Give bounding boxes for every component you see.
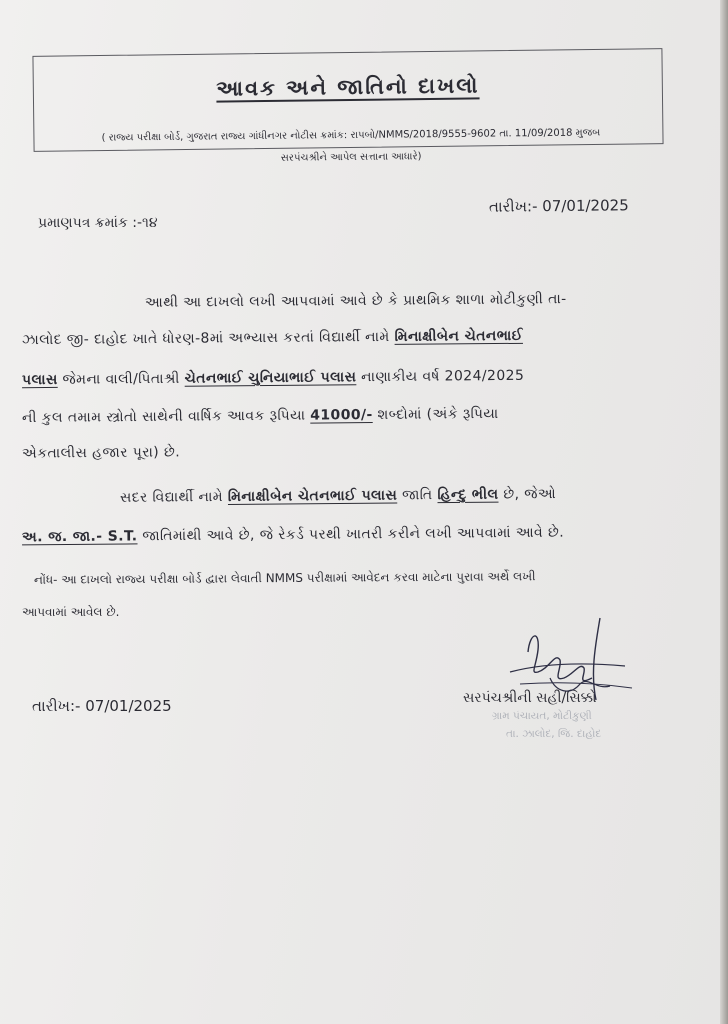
- note-line1: નોંધ- આ દાખલો રાજ્ય પરીક્ષા બોર્ડ દ્વારા લેવાતી NMMS પરીક્ષામાં આવેદન કરવા માટેના પુરાવા અર્થે લખી: [33, 569, 536, 587]
- date-bottom: તારીખ:- 07/01/2025: [32, 697, 172, 715]
- para1-line5: એકતાલીસ હજાર પૂરા) છે.: [21, 444, 181, 462]
- date-top: તારીખ:- 07/01/2025: [488, 196, 629, 216]
- income-amount: 41000/-: [310, 407, 373, 424]
- authority-reference-line2: સરપંચશ્રીને આપેલ સત્તાના આધારે): [280, 151, 422, 164]
- category-value: અ. જ. જા.- S.T.: [21, 528, 138, 546]
- caste-value: હિન્દુ ભીલ: [437, 486, 499, 504]
- para2-line2-text: જાતિમાંથી આવે છે, જે રેકર્ડ પરથી ખાતરી કરીને લખી આપવામાં આવે છે.: [137, 524, 565, 545]
- authority-reference-line1: ( રાજ્ય પરીક્ષા બોર્ડ, ગુજરાત રાજ્ય ગાંધીનગર નોટીસ ક્રમાંક: રાપબો/NMMS/2018/9555-9602 તા. 11/09/2018 મુજબ: [101, 127, 601, 144]
- para1-line2-text: ઝાલોદ જી- દાહોદ ખાતે ધોરણ-8માં અભ્યાસ કરતાં વિદ્યાર્થી નામે: [21, 328, 395, 349]
- paper-edge: [720, 0, 728, 1024]
- document-title: આવક અને જાતિનો દાખલો: [216, 73, 480, 101]
- student-surname: પલાસ: [21, 371, 58, 389]
- para1-line4-post: શબ્દોમાં (અંકે રૂપિયા: [372, 405, 499, 424]
- student-full-name: મિનાક્ષીબેન ચેતનભાઈ પલાસ: [227, 487, 398, 505]
- signature: [500, 612, 640, 722]
- para2-line1-text: સદર વિદ્યાર્થી નામે: [119, 488, 228, 506]
- stamp-line1: ગ્રામ પંચાયત, મોટીકુણી: [492, 710, 592, 722]
- para1-line4-text: ની કુલ તમામ સ્ત્રોતો સાથેની વાર્ષિક આવક રૂપિયા: [21, 407, 311, 427]
- stamp-line2: તા. ઝાલોદ, જિ. દાહોદ: [506, 728, 602, 740]
- note-line2: આપવામાં આવેલ છે.: [22, 605, 120, 619]
- signature-stroke-1: [528, 636, 592, 681]
- signature-label: સરપંચશ્રીની સહી/સિક્કો: [463, 690, 597, 706]
- para1-line1: આથી આ દાખલો લખી આપવામાં આવે છે કે પ્રાથમિક શાળા મોટીકુણી તા-: [144, 291, 567, 311]
- student-name-part1: મિનાક્ષીબેન ચેતનભાઈ: [394, 327, 523, 345]
- signature-stroke-3: [510, 664, 625, 672]
- para2-line1-post: છે, જેઓ: [498, 486, 557, 503]
- para1-line3-text: જેમના વાલી/પિતાશ્રી: [57, 370, 185, 388]
- para2-caste-label: જાતિ: [397, 487, 438, 504]
- authority-reference: [46, 122, 656, 172]
- financial-year-text: નાણાકીય વર્ષ 2024/2025: [356, 367, 525, 386]
- signature-stroke-2: [593, 618, 600, 700]
- certificate-number: પ્રમાણપત્ર ક્રમાંક :-૧૪: [38, 215, 158, 231]
- father-name: ચેતનભાઈ ચુનિયાભાઈ પલાસ: [184, 369, 357, 387]
